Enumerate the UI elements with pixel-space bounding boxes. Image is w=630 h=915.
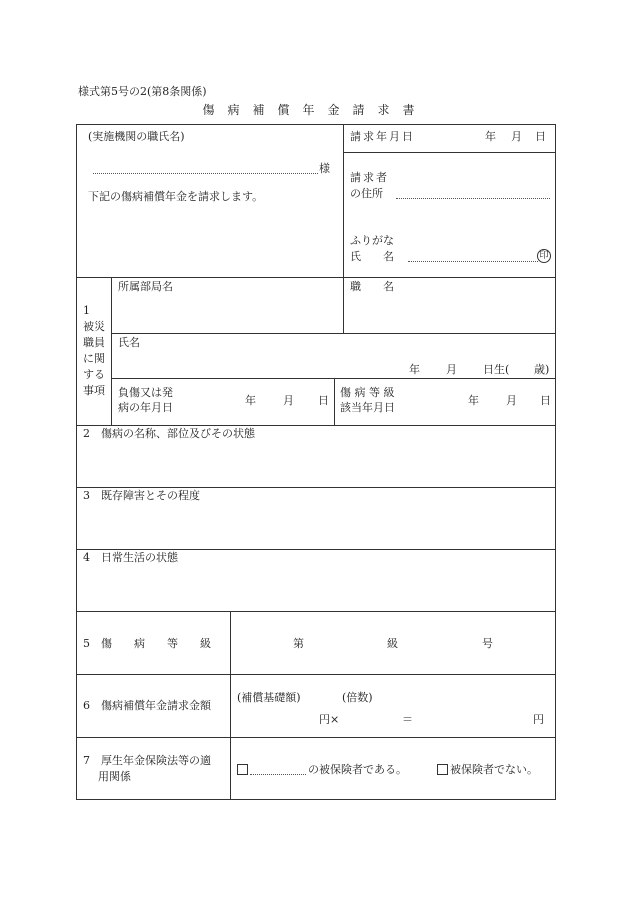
section7-label-2: 用関係 (98, 770, 131, 783)
rule-sec6-bottom (76, 737, 556, 738)
birth-month[interactable]: 月 (446, 363, 457, 376)
request-year[interactable]: 年 (485, 130, 496, 143)
grade-date-label-1: 傷 病 等 級 (340, 386, 395, 399)
not-insured-label: 被保険者でない。 (450, 763, 538, 776)
rule-sec2-bottom (76, 487, 556, 488)
form-reference: 様式第5号の2(第8条関係) (78, 85, 207, 98)
injury-date-label-2: 病の年月日 (118, 401, 173, 414)
rule-sec5-bottom (76, 674, 556, 675)
request-day[interactable]: 日 (535, 130, 546, 143)
base-amount-label: (補償基礎額) (237, 691, 301, 704)
section2-label: 2 傷病の名称、部位及びその状態 (83, 427, 255, 440)
claimant-label: 請求者 (350, 171, 389, 184)
request-month[interactable]: 月 (511, 130, 522, 143)
sama-suffix: 様 (319, 162, 330, 175)
rule-header-bottom (76, 277, 556, 278)
section7-label-1: 7 厚生年金保険法等の適 (83, 754, 211, 767)
dept-label: 所属部局名 (118, 280, 173, 293)
grade-year[interactable]: 年 (468, 394, 479, 407)
claimant-name-label: 氏 名 (350, 250, 394, 263)
agency-name-field[interactable] (93, 173, 318, 174)
age-suffix[interactable]: 歳) (534, 363, 550, 376)
agency-label: (実施機関の職氏名) (88, 130, 185, 143)
section5-label: 5 傷 病 等 級 (83, 637, 211, 650)
vrule-header (343, 124, 344, 277)
victim-name-label: 氏名 (118, 336, 140, 349)
grade-go: 号 (482, 637, 493, 650)
equals-sign: ＝ (402, 713, 413, 726)
request-date-label: 請求年月日 (350, 130, 415, 143)
not-insured-checkbox[interactable] (437, 764, 448, 776)
address-field[interactable] (396, 198, 550, 199)
seal-mark: 印 (537, 249, 551, 263)
insured-checkbox[interactable] (237, 764, 248, 776)
form-title: 傷病補償年金請求書 (202, 103, 428, 117)
address-label: の住所 (350, 187, 383, 200)
grade-dai: 第 (293, 637, 304, 650)
injury-year[interactable]: 年 (245, 394, 256, 407)
vrule-dept (343, 277, 344, 333)
section3-label: 3 既存障害とその程度 (83, 489, 200, 502)
vrule-sec1-label (111, 277, 112, 425)
yen-times: 円× (319, 713, 340, 726)
multiplier-label: (倍数) (342, 691, 373, 704)
grade-day[interactable]: 日 (540, 394, 551, 407)
section1-label: 1 被災 職員 に関 する 事項 (83, 304, 105, 397)
section6-label: 6 傷病補償年金請求金額 (83, 699, 211, 712)
vrule-dates (334, 378, 335, 425)
rule-date (343, 152, 555, 153)
claimant-name-field[interactable] (408, 261, 538, 262)
insurance-law-field[interactable] (250, 774, 306, 775)
insured-label: の被保険者である。 (308, 763, 407, 776)
yen-total: 円 (533, 713, 544, 726)
grade-month[interactable]: 月 (506, 394, 517, 407)
injury-day[interactable]: 日 (318, 394, 329, 407)
grade-kyu: 級 (387, 637, 398, 650)
section4-label: 4 日常生活の状態 (83, 551, 178, 564)
birth-year[interactable]: 年 (409, 363, 420, 376)
birth-day[interactable]: 日生( (483, 363, 510, 376)
rule-sec3-bottom (76, 549, 556, 550)
request-sentence: 下記の傷病補償年金を請求します。 (88, 190, 264, 203)
grade-date-label-2: 該当年月日 (340, 401, 395, 414)
vrule-sec567 (230, 611, 231, 800)
position-label: 職 名 (350, 280, 394, 293)
injury-month[interactable]: 月 (283, 394, 294, 407)
furigana-label: ふりがな (350, 234, 394, 247)
injury-date-label-1: 負傷又は発 (118, 386, 173, 399)
rule-sec4-bottom (76, 611, 556, 612)
rule-sec1-bottom (76, 425, 556, 426)
rule-dept-bottom (111, 333, 556, 334)
